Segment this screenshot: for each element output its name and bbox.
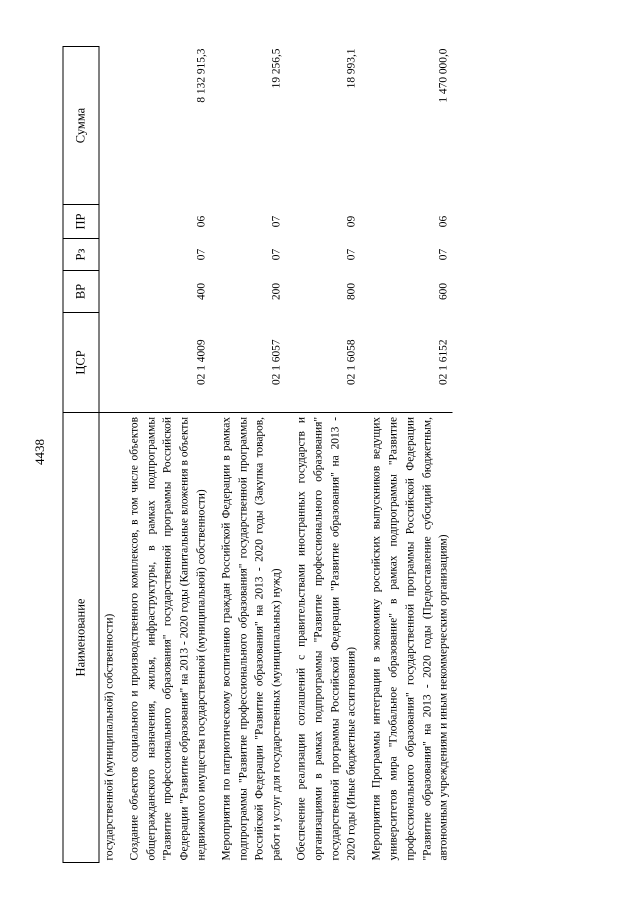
row-csr: 02 1 4009 <box>195 339 208 386</box>
row-pr: 07 <box>270 215 283 228</box>
budget-table <box>63 46 453 863</box>
row-csr: 02 1 6152 <box>437 339 450 386</box>
row-vr: 600 <box>437 282 450 301</box>
row-pr <box>99 205 126 239</box>
row-rz: 07 <box>345 248 358 261</box>
rotated-page-content <box>63 47 578 863</box>
header-rz: Рз <box>63 239 99 271</box>
table-row <box>99 47 126 863</box>
row-rz <box>99 239 126 271</box>
row-sum: 19 256,5 <box>270 48 283 89</box>
table-row <box>126 47 218 863</box>
row-pr: 06 <box>195 215 208 228</box>
header-pr: ПР <box>63 205 99 239</box>
row-name: Обеспечение реализации соглашений с правительствами иностранных государств и организациями в рамках подпрограммы "Развитие профессионального образования" государственной программы Российской Федерации "Развитие образования" на 2013 - 2020 годы (Иные бюджетные ассигнования) <box>293 413 368 863</box>
row-vr: 800 <box>345 282 358 301</box>
page-number: 4438 <box>32 439 47 465</box>
header-sum: Сумма <box>63 47 99 205</box>
row-name: Создание объектов социального и производственного комплексов, в том числе объектов общегражданского назначения, жилья, инфраструктуры, в рамках подпрограммы "Развитие профессионального образования" государственной программы Российской Федерации "Развитие образования" на 2013 - 2020 годы (Капитальные вложения в объекты недвижимого имущества государственной (муниципальной) собственности) <box>126 413 218 863</box>
row-vr: 400 <box>195 282 208 301</box>
row-name: государственной (муниципальной) собственности) <box>99 413 126 863</box>
row-name: Мероприятия Программы интеграции в экономику российских выпускников ведущих университетов мира "Глобальное образование" в рамках подпрограммы "Развитие профессионального образования" государственной программы Российской Федерации "Развитие образования" на 2013 - 2020 годы (Предоставление субсидий бюджетным, автономным учреждениям и иным некоммерческим организациям) <box>369 413 453 863</box>
row-rz: 07 <box>195 248 208 261</box>
table-row <box>218 47 293 863</box>
header-csr: ЦСР <box>63 313 99 413</box>
row-sum: 18 993,1 <box>345 48 358 89</box>
row-csr: 02 1 6057 <box>270 339 283 386</box>
row-rz: 07 <box>270 248 283 261</box>
row-name: Мероприятия по патриотическому воспитанию граждан Российской Федерации в рамках подпрограммы "Развитие профессионального образования" государственной программы Российской Федерации "Развитие образования" на 2013 - 2020 годы (Закупка товаров, работ и услуг для государственных (муниципальных) нужд) <box>218 413 293 863</box>
table-body <box>99 47 453 863</box>
row-rz: 07 <box>437 248 450 261</box>
row-csr <box>99 313 126 413</box>
header-name: Наименование <box>63 413 99 863</box>
table-header <box>63 47 99 863</box>
row-pr: 09 <box>345 215 358 228</box>
row-vr <box>99 271 126 313</box>
table-row <box>293 47 368 863</box>
header-vr: ВР <box>63 271 99 313</box>
row-csr: 02 1 6058 <box>345 339 358 386</box>
row-sum <box>99 47 126 205</box>
row-sum: 1 470 000,0 <box>437 48 450 103</box>
row-sum: 8 132 915,3 <box>195 48 208 103</box>
table-row <box>369 47 453 863</box>
row-vr: 200 <box>270 282 283 301</box>
row-pr: 06 <box>437 215 450 228</box>
